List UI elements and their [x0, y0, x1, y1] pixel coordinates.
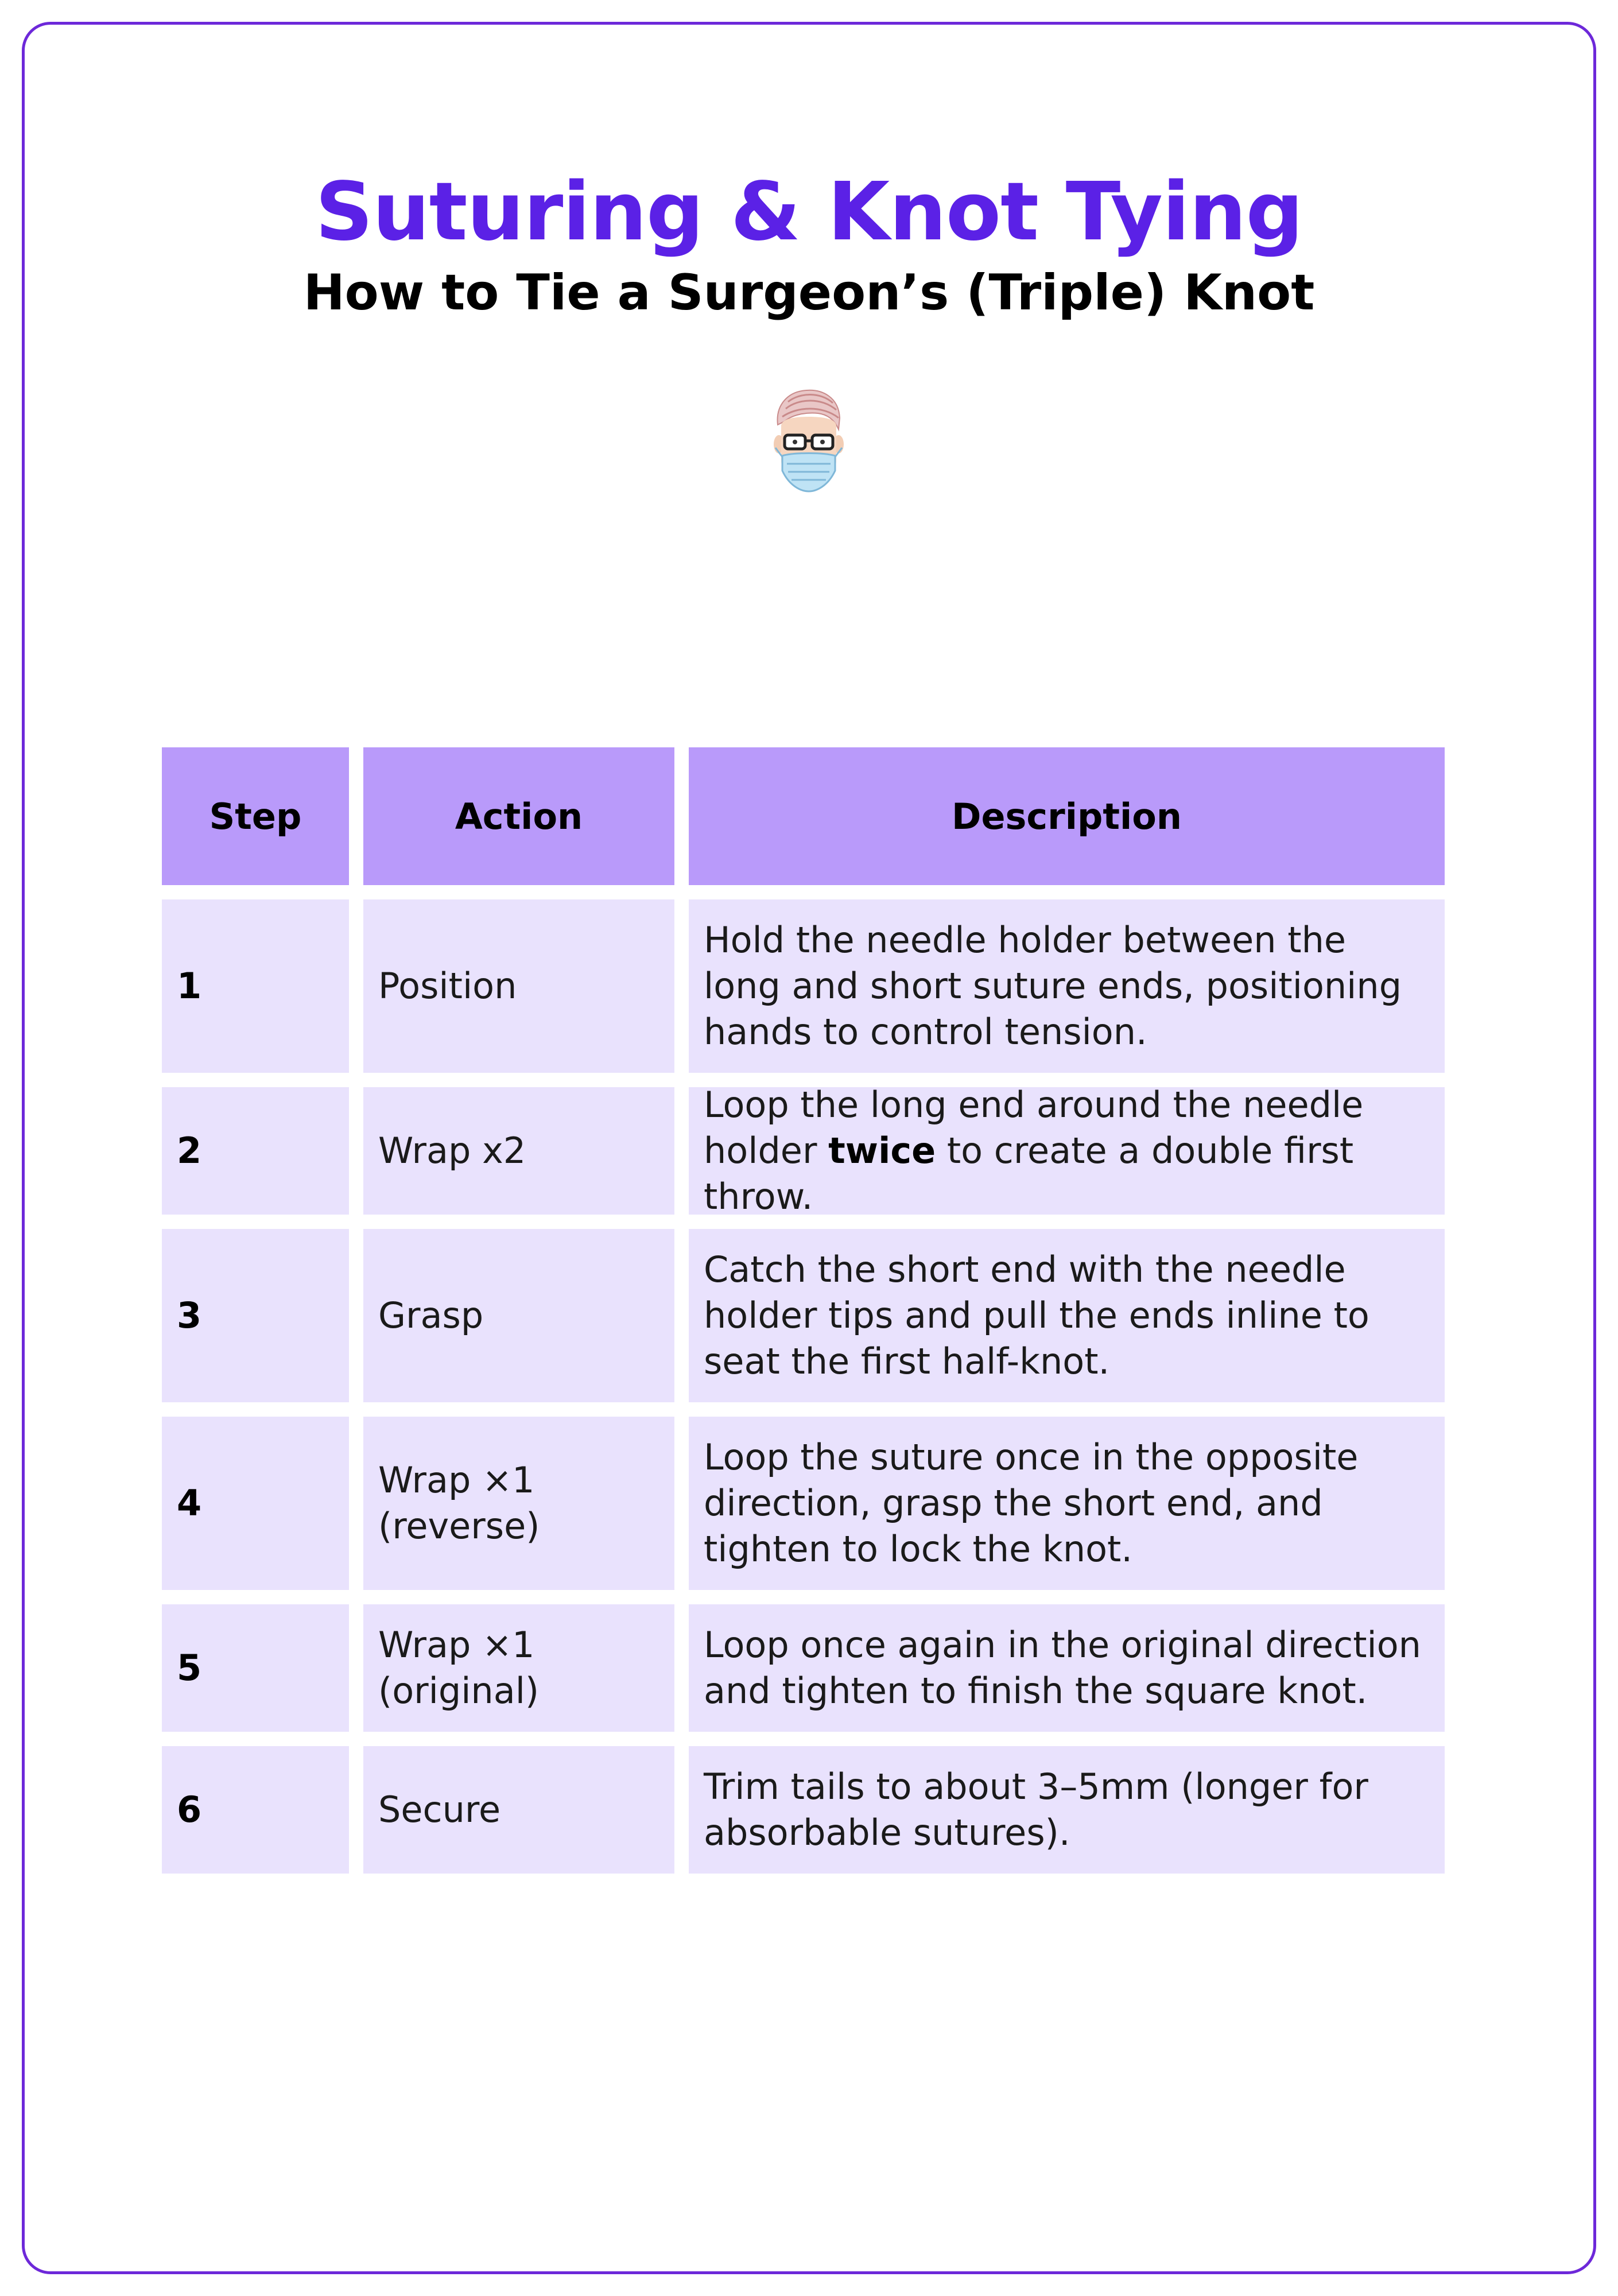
step-number: 2: [162, 1087, 349, 1215]
table-row: [162, 899, 1459, 1073]
column-header-action: Action: [363, 747, 674, 885]
step-action: Secure: [363, 1746, 674, 1874]
knot-steps-table: [162, 747, 1459, 1888]
page-subtitle: How to Tie a Surgeon’s (Triple) Knot: [303, 264, 1315, 321]
step-description: Trim tails to about 3–5mm (longer for absorbable sutures).: [689, 1746, 1445, 1874]
step-action: Grasp: [363, 1229, 674, 1402]
step-action: Wrap x2: [363, 1087, 674, 1215]
column-header-step: Step: [162, 747, 349, 885]
step-number: 4: [162, 1417, 349, 1590]
table-header-row: [162, 747, 1459, 885]
table-row: [162, 1746, 1459, 1874]
step-number: 1: [162, 899, 349, 1073]
step-number: 3: [162, 1229, 349, 1402]
step-description-text: to create a double first throw.: [704, 1130, 1354, 1217]
step-description: Loop the suture once in the opposite direction, grasp the short end, and tighten to lock the knot.: [689, 1417, 1445, 1590]
table-row: [162, 1417, 1459, 1590]
step-action: Position: [363, 899, 674, 1073]
step-action: Wrap ×1 (reverse): [363, 1417, 674, 1590]
step-description-text: Loop the long end around the needle holder: [704, 1084, 1364, 1172]
step-action: Wrap ×1 (original): [363, 1604, 674, 1732]
step-number: 6: [162, 1746, 349, 1874]
surgeon-avatar-icon: [765, 385, 851, 499]
step-number: 5: [162, 1604, 349, 1732]
step-description-emphasis: twice: [828, 1130, 936, 1172]
table-row: [162, 1229, 1459, 1402]
table-row: [162, 1084, 1459, 1217]
table-row: [162, 1604, 1459, 1732]
step-description: Hold the needle holder between the long and short suture ends, positioning hands to control tension.: [689, 899, 1445, 1073]
column-header-description: Description: [689, 747, 1445, 885]
step-description: Loop once again in the original direction and tighten to finish the square knot.: [689, 1604, 1445, 1732]
page-title: Suturing & Knot Tying: [315, 165, 1303, 259]
step-description: Catch the short end with the needle holder tips and pull the ends inline to seat the first half-knot.: [689, 1229, 1445, 1402]
step-description: [689, 1084, 1445, 1217]
